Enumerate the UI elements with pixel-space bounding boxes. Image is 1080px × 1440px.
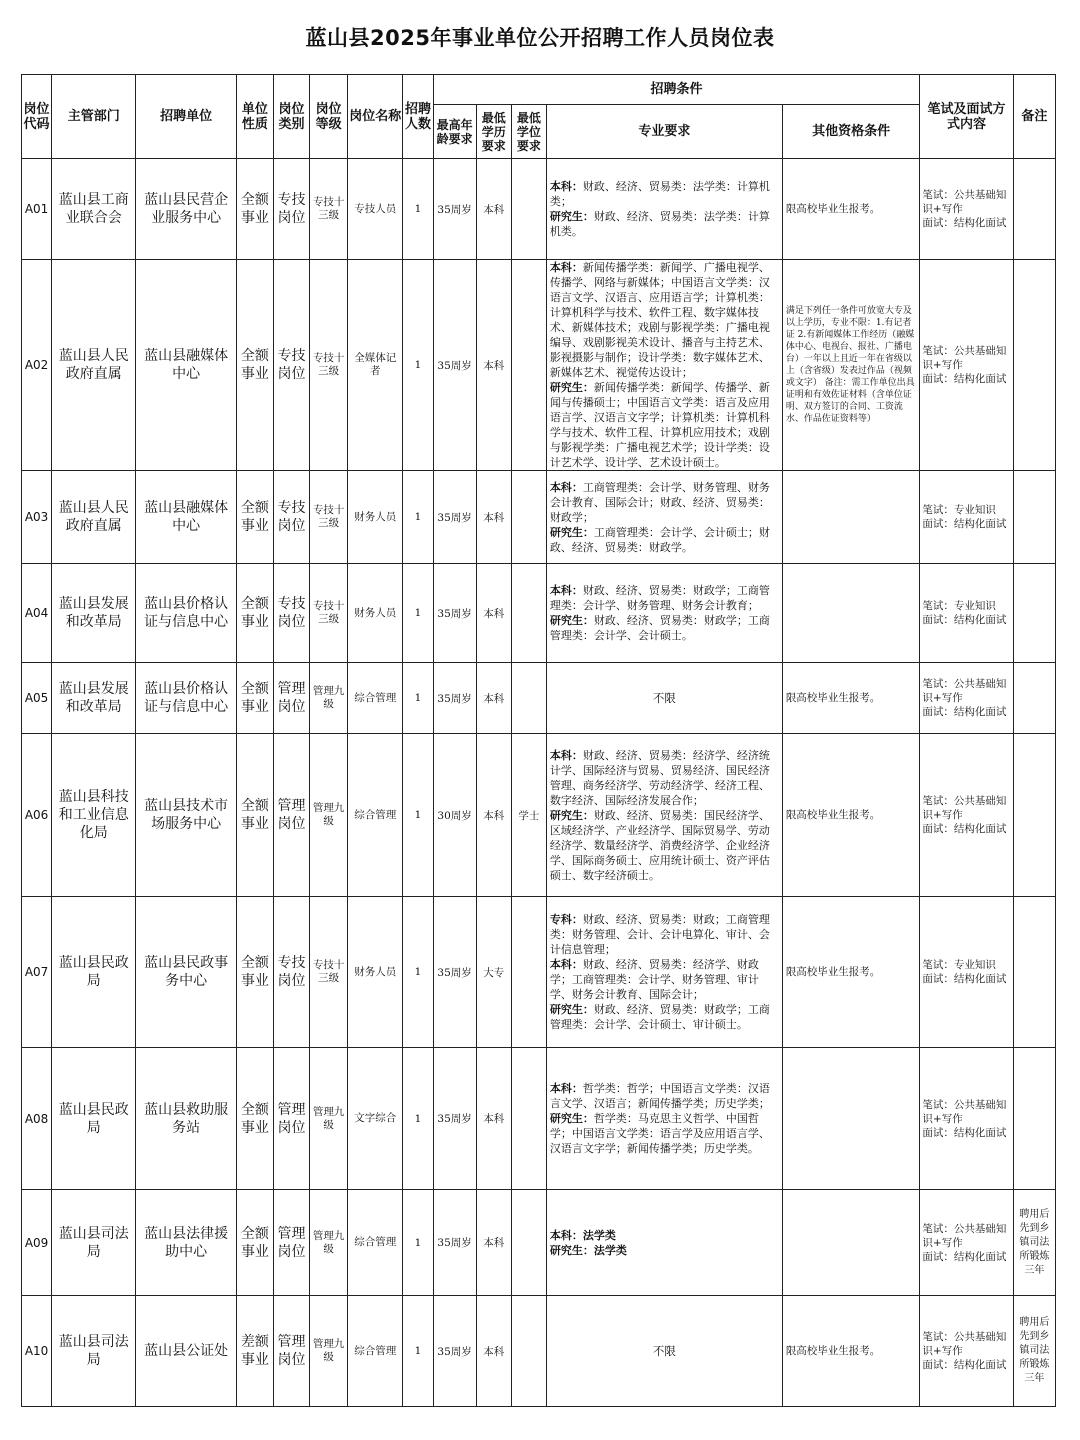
cell-post-name: 全媒体记者 [348, 260, 403, 471]
cell-major [546, 471, 782, 564]
cell-count: 1 [403, 471, 433, 564]
major-label: 研究生： [549, 210, 594, 223]
cell-code: A06 [22, 734, 52, 897]
table-row [22, 564, 1056, 663]
cell-other-qualifications [782, 471, 920, 564]
major-label: 本科： [549, 748, 583, 762]
cell-exam [920, 734, 1013, 897]
cell-unit: 蓝山县价格认证与信息中心 [136, 564, 236, 663]
cell-degree [511, 471, 546, 564]
cell-level: 管理九级 [310, 1048, 348, 1190]
cell-major [546, 260, 782, 471]
cell-ptype: 专技岗位 [273, 564, 309, 663]
cell-code: A02 [22, 260, 52, 471]
cell-post-name: 财务人员 [348, 471, 403, 564]
cell-other-qualifications: 限高校毕业生报考。 [782, 734, 920, 897]
cell-education: 大专 [476, 897, 511, 1048]
major-text: 财政、经济、贸易类：经济学、经济统计学、国际经济与贸易、贸易经济、国民经济管理、商务经济学、劳动经济学、经济工程、数字经济、国际经济发展合作； [549, 748, 770, 807]
cell-remark: 聘用后先到乡镇司法所锻炼三年 [1013, 1296, 1055, 1407]
cell-ptype: 管理岗位 [273, 1296, 309, 1407]
cell-unit: 蓝山县民政事务中心 [136, 897, 236, 1048]
cell-education: 本科 [476, 471, 511, 564]
cell-unit: 蓝山县技术市场服务中心 [136, 734, 236, 897]
cell-count: 1 [403, 734, 433, 897]
major-line [550, 525, 779, 555]
cell-degree [511, 159, 546, 260]
cell-remark [1013, 734, 1055, 897]
exam-line: 笔试：公共基础知识+写作 [922, 795, 1007, 821]
major-text: 不限 [652, 1343, 676, 1358]
exam-line: 面试：结构化面试 [922, 614, 1007, 626]
cell-dept: 蓝山县人民政府直属 [52, 471, 136, 564]
cell-education: 本科 [476, 1048, 511, 1190]
cell-dept: 蓝山县发展和改革局 [52, 564, 136, 663]
header-count: 招聘人数 [403, 75, 433, 159]
major-label: 本科： [549, 958, 583, 971]
cell-nature: 全额事业 [236, 1048, 273, 1190]
cell-age: 35周岁 [433, 1190, 476, 1296]
cell-exam [920, 471, 1013, 564]
cell-remark [1013, 663, 1055, 734]
cell-level: 专技十三级 [310, 897, 348, 1048]
major-label: 研究生： [549, 808, 594, 822]
major-text: 哲学类：哲学；中国语言文学类：汉语言文学、汉语言；新闻传播学类；历史学类； [549, 1082, 770, 1110]
cell-exam [920, 897, 1013, 1048]
major-label: 本科： [549, 180, 583, 193]
cell-dept: 蓝山县民政局 [52, 897, 136, 1048]
cell-degree [511, 663, 546, 734]
major-label: 研究生： [549, 1112, 594, 1125]
major-text: 财政、经济、贸易类：经济学、财政学；工商管理类：会计学、财务管理、审计学、财务会计教育、国际会计； [549, 958, 759, 1001]
cell-nature: 全额事业 [236, 734, 273, 897]
cell-nature: 全额事业 [236, 897, 273, 1048]
cell-unit: 蓝山县法律援助中心 [136, 1190, 236, 1296]
cell-education: 本科 [476, 734, 511, 897]
cell-post-name: 文字综合 [348, 1048, 403, 1190]
table-row [22, 260, 1056, 471]
cell-degree [511, 1048, 546, 1190]
header-conditions: 招聘条件 [433, 75, 920, 105]
cell-level: 管理九级 [310, 1296, 348, 1407]
major-text: 财政、经济、贸易类：财政学；工商管理类：会计学、会计硕士、审计硕士。 [549, 1003, 770, 1031]
cell-remark [1013, 897, 1055, 1048]
table-row [22, 1190, 1056, 1296]
cell-age: 35周岁 [433, 1296, 476, 1407]
cell-exam [920, 1048, 1013, 1190]
cell-post-name: 财务人员 [348, 564, 403, 663]
cell-level: 管理九级 [310, 1190, 348, 1296]
exam-line: 面试：结构化面试 [922, 706, 1007, 718]
major-label: 本科： [549, 1082, 583, 1095]
cell-remark [1013, 471, 1055, 564]
cell-count: 1 [403, 897, 433, 1048]
exam-line: 面试：结构化面试 [922, 1126, 1007, 1139]
cell-degree [511, 897, 546, 1048]
cell-dept: 蓝山县司法局 [52, 1190, 136, 1296]
cell-dept: 蓝山县民政局 [52, 1048, 136, 1190]
cell-level: 管理九级 [310, 734, 348, 897]
exam-line: 笔试：公共基础知识+写作 [922, 1222, 1007, 1249]
cell-exam [920, 564, 1013, 663]
major-label: 本科： [549, 1228, 583, 1242]
exam-line: 面试：结构化面试 [922, 217, 1007, 229]
cell-remark [1013, 1048, 1055, 1190]
cell-ptype: 专技岗位 [273, 159, 309, 260]
cell-remark: 聘用后先到乡镇司法所锻炼三年 [1013, 1190, 1055, 1296]
cell-exam [920, 663, 1013, 734]
cell-code: A04 [22, 564, 52, 663]
header-nature: 单位性质 [236, 75, 273, 159]
major-label: 本科： [549, 584, 583, 597]
major-label: 研究生： [549, 1243, 594, 1257]
cell-exam [920, 159, 1013, 260]
table-row [22, 897, 1056, 1048]
major-label: 研究生： [549, 1003, 594, 1016]
cell-remark [1013, 159, 1055, 260]
table-row [22, 159, 1056, 260]
cell-age: 35周岁 [433, 564, 476, 663]
cell-post-name: 综合管理 [348, 1190, 403, 1296]
header-pname: 岗位名称 [348, 75, 403, 159]
cell-age: 35周岁 [433, 1048, 476, 1190]
cell-unit: 蓝山县价格认证与信息中心 [136, 663, 236, 734]
cell-major [546, 1190, 782, 1296]
cell-post-name: 综合管理 [348, 734, 403, 897]
exam-line: 笔试：公共基础知识+写作 [922, 678, 1007, 704]
cell-code: A01 [22, 159, 52, 260]
cell-education: 本科 [476, 260, 511, 471]
exam-line: 笔试：专业知识 [922, 959, 996, 971]
exam-line: 面试：结构化面试 [922, 823, 1007, 835]
header-code: 岗位代码 [22, 75, 52, 159]
major-text: 财政、经济、贸易类：国民经济学、区域经济学、产业经济学、国际贸易学、劳动经济学、数量经济学、消费经济学、企业经济学、国际商务硕士、应用统计硕士、资产评估硕士、数字经济硕士。 [549, 808, 770, 882]
cell-post-name: 综合管理 [348, 663, 403, 734]
header-exam: 笔试及面试方式内容 [920, 75, 1013, 159]
cell-education: 本科 [476, 1296, 511, 1407]
cell-ptype: 专技岗位 [273, 260, 309, 471]
major-line [550, 583, 779, 613]
cell-other-qualifications [782, 1190, 920, 1296]
cell-education: 本科 [476, 663, 511, 734]
major-line [550, 1344, 779, 1359]
major-label: 研究生： [549, 614, 594, 627]
exam-line: 笔试：公共基础知识+写作 [922, 1098, 1007, 1125]
cell-nature: 全额事业 [236, 1190, 273, 1296]
major-label: 研究生： [549, 381, 594, 394]
cell-nature: 差额事业 [236, 1296, 273, 1407]
major-line [550, 179, 779, 209]
header-major: 专业要求 [546, 105, 782, 159]
cell-nature: 全额事业 [236, 260, 273, 471]
major-text: 新闻传播学类：新闻学、传播学、新闻与传播硕士；中国语言文学类：语言及应用语言学、汉语言文字学；计算机类：计算机科学与技术、软件工程、计算机应用技术；戏剧与影视学类：广播电视艺术学；设计学类：设计艺术学、设计学、艺术设计硕士。 [549, 381, 770, 469]
cell-dept: 蓝山县发展和改革局 [52, 663, 136, 734]
cell-code: A08 [22, 1048, 52, 1190]
major-line [550, 1243, 779, 1258]
table-row [22, 663, 1056, 734]
cell-exam [920, 1296, 1013, 1407]
major-line [550, 480, 779, 525]
header-level: 岗位等级 [310, 75, 348, 159]
cell-code: A03 [22, 471, 52, 564]
cell-count: 1 [403, 1190, 433, 1296]
cell-major [546, 734, 782, 897]
cell-ptype: 专技岗位 [273, 897, 309, 1048]
cell-age: 35周岁 [433, 471, 476, 564]
exam-line: 面试：结构化面试 [922, 973, 1007, 985]
cell-major [546, 897, 782, 1048]
page-title: 蓝山县2025年事业单位公开招聘工作人员岗位表 [305, 26, 775, 50]
cell-dept: 蓝山县科技和工业信息化局 [52, 734, 136, 897]
major-line [550, 957, 779, 1002]
major-text: 哲学类：马克思主义哲学、中国哲学；中国语言文学类：语言学及应用语言学、汉语言文字学；新闻传播学类；历史学类。 [549, 1112, 770, 1155]
cell-ptype: 管理岗位 [273, 1190, 309, 1296]
major-line [550, 1002, 779, 1032]
cell-post-name: 专技人员 [348, 159, 403, 260]
cell-count: 1 [403, 159, 433, 260]
exam-line: 笔试：公共基础知识+写作 [922, 1331, 1007, 1357]
cell-dept: 蓝山县人民政府直属 [52, 260, 136, 471]
major-line [550, 613, 779, 643]
header-ptype: 岗位类别 [273, 75, 309, 159]
exam-line: 面试：结构化面试 [922, 373, 1007, 385]
cell-other-qualifications [782, 1048, 920, 1190]
cell-other-qualifications: 限高校毕业生报考。 [782, 159, 920, 260]
cell-age: 35周岁 [433, 260, 476, 471]
table-row [22, 734, 1056, 897]
major-text: 财政、经济、贸易类：财政学；工商管理类：会计学、会计硕士。 [549, 614, 770, 642]
cell-nature: 全额事业 [236, 663, 273, 734]
header-unit: 招聘单位 [136, 75, 236, 159]
cell-nature: 全额事业 [236, 564, 273, 663]
cell-degree: 学士 [511, 734, 546, 897]
cell-major [546, 1048, 782, 1190]
cell-code: A07 [22, 897, 52, 1048]
major-text: 财政、经济、贸易类：法学类：计算机类； [549, 180, 770, 208]
exam-line: 面试：结构化面试 [922, 1250, 1007, 1263]
exam-line: 笔试：专业知识 [922, 600, 996, 612]
cell-count: 1 [403, 1296, 433, 1407]
major-line [550, 209, 779, 239]
cell-exam [920, 260, 1013, 471]
cell-other-qualifications: 限高校毕业生报考。 [782, 663, 920, 734]
cell-ptype: 管理岗位 [273, 1048, 309, 1190]
cell-level: 管理九级 [310, 663, 348, 734]
cell-degree [511, 1190, 546, 1296]
major-line [550, 1081, 779, 1111]
cell-age: 35周岁 [433, 663, 476, 734]
cell-education: 本科 [476, 1190, 511, 1296]
cell-remark [1013, 564, 1055, 663]
cell-remark [1013, 260, 1055, 471]
cell-ptype: 专技岗位 [273, 471, 309, 564]
table-row [22, 1296, 1056, 1407]
exam-line: 笔试：公共基础知识+写作 [922, 189, 1007, 215]
major-text: 法学类 [593, 1243, 627, 1257]
cell-degree [511, 564, 546, 663]
cell-unit: 蓝山县民营企业服务中心 [136, 159, 236, 260]
cell-nature: 全额事业 [236, 471, 273, 564]
major-text: 法学类 [582, 1228, 616, 1242]
cell-count: 1 [403, 260, 433, 471]
cell-level: 专技十三级 [310, 159, 348, 260]
cell-post-name: 综合管理 [348, 1296, 403, 1407]
cell-count: 1 [403, 663, 433, 734]
cell-count: 1 [403, 564, 433, 663]
major-label: 专科： [549, 913, 583, 926]
exam-line: 笔试：专业知识 [922, 504, 996, 516]
cell-dept: 蓝山县工商业联合会 [52, 159, 136, 260]
cell-other-qualifications: 限高校毕业生报考。 [782, 897, 920, 1048]
cell-age: 30周岁 [433, 734, 476, 897]
cell-age: 35周岁 [433, 159, 476, 260]
cell-count: 1 [403, 1048, 433, 1190]
table-row [22, 471, 1056, 564]
exam-line: 面试：结构化面试 [922, 1359, 1007, 1371]
major-line [550, 260, 779, 380]
cell-post-name: 财务人员 [348, 897, 403, 1048]
cell-level: 专技十三级 [310, 471, 348, 564]
exam-line: 面试：结构化面试 [922, 518, 1007, 530]
major-label: 研究生： [549, 525, 594, 539]
cell-major [546, 663, 782, 734]
major-text: 工商管理类：会计学、会计硕士；财政、经济、贸易类：财政学。 [549, 525, 770, 554]
major-line [550, 1228, 779, 1243]
cell-education: 本科 [476, 159, 511, 260]
major-text: 新闻传播学类：新闻学、广播电视学、传播学、网络与新媒体；中国语言文学类：汉语言文学、汉语言、应用语言学；计算机类：计算机科学与技术、软件工程、数字媒体技术、新媒体技术；戏剧与影视学类：广播电视编导、戏剧影视美术设计、播音与主持艺术、影视摄影与制作；设计学类：数字媒体艺术、新媒体艺术、视觉传达设计； [549, 261, 770, 379]
exam-line: 笔试：公共基础知识+写作 [922, 345, 1007, 371]
cell-unit: 蓝山县救助服务站 [136, 1048, 236, 1190]
major-line [550, 691, 779, 706]
header-remark: 备注 [1013, 75, 1055, 159]
major-line [550, 912, 779, 957]
cell-nature: 全额事业 [236, 159, 273, 260]
cell-dept: 蓝山县司法局 [52, 1296, 136, 1407]
cell-major [546, 1296, 782, 1407]
major-text: 工商管理类：会计学、财务管理、财务会计教育、国际会计；财政、经济、贸易类：财政学； [549, 480, 770, 524]
major-text: 财政、经济、贸易类：财政；工商管理类：财务管理、会计、会计电算化、审计、会计信息管理； [549, 913, 770, 956]
cell-unit: 蓝山县公证处 [136, 1296, 236, 1407]
cell-age: 35周岁 [433, 897, 476, 1048]
cell-unit: 蓝山县融媒体中心 [136, 471, 236, 564]
cell-degree [511, 260, 546, 471]
major-text: 不限 [652, 690, 676, 705]
cell-education: 本科 [476, 564, 511, 663]
header-dept: 主管部门 [52, 75, 136, 159]
cell-ptype: 管理岗位 [273, 734, 309, 897]
cell-code: A09 [22, 1190, 52, 1296]
cell-other-qualifications: 满足下列任一条件可放宽大专及以上学历，专业不限：1.有记者证 2.有新闻媒体工作经历（融媒体中心、电视台、报社、广播电台）一年以上且近一年在省级以上（含省级）发表过作品（视频或文字） 备注：需工作单位出具证明和有效佐证材料（含单位证明、双方签订的合同、工资流水、作品佐证资料等） [782, 260, 920, 471]
cell-major [546, 564, 782, 663]
cell-code: A05 [22, 663, 52, 734]
cell-unit: 蓝山县融媒体中心 [136, 260, 236, 471]
major-line [550, 748, 779, 808]
position-table [21, 74, 1056, 1407]
major-text: 财政、经济、贸易类：财政学；工商管理类：会计学、财务管理、财务会计教育； [549, 584, 770, 612]
cell-ptype: 管理岗位 [273, 663, 309, 734]
cell-exam [920, 1190, 1013, 1296]
table-row [22, 1048, 1056, 1190]
cell-major [546, 159, 782, 260]
major-line [550, 380, 779, 470]
major-label: 本科： [549, 261, 583, 274]
major-label: 本科： [549, 480, 583, 494]
cell-level: 专技十三级 [310, 564, 348, 663]
cell-other-qualifications: 限高校毕业生报考。 [782, 1296, 920, 1407]
cell-code: A10 [22, 1296, 52, 1407]
major-line [550, 808, 779, 883]
major-text: 财政、经济、贸易类：法学类：计算机类。 [549, 210, 770, 238]
header-other: 其他资格条件 [782, 105, 920, 159]
major-line [550, 1111, 779, 1156]
header-age: 最高年龄要求 [433, 105, 476, 159]
cell-degree [511, 1296, 546, 1407]
cell-level: 专技十三级 [310, 260, 348, 471]
header-degree: 最低学位要求 [511, 105, 546, 159]
cell-other-qualifications [782, 564, 920, 663]
header-edu: 最低学历要求 [476, 105, 511, 159]
